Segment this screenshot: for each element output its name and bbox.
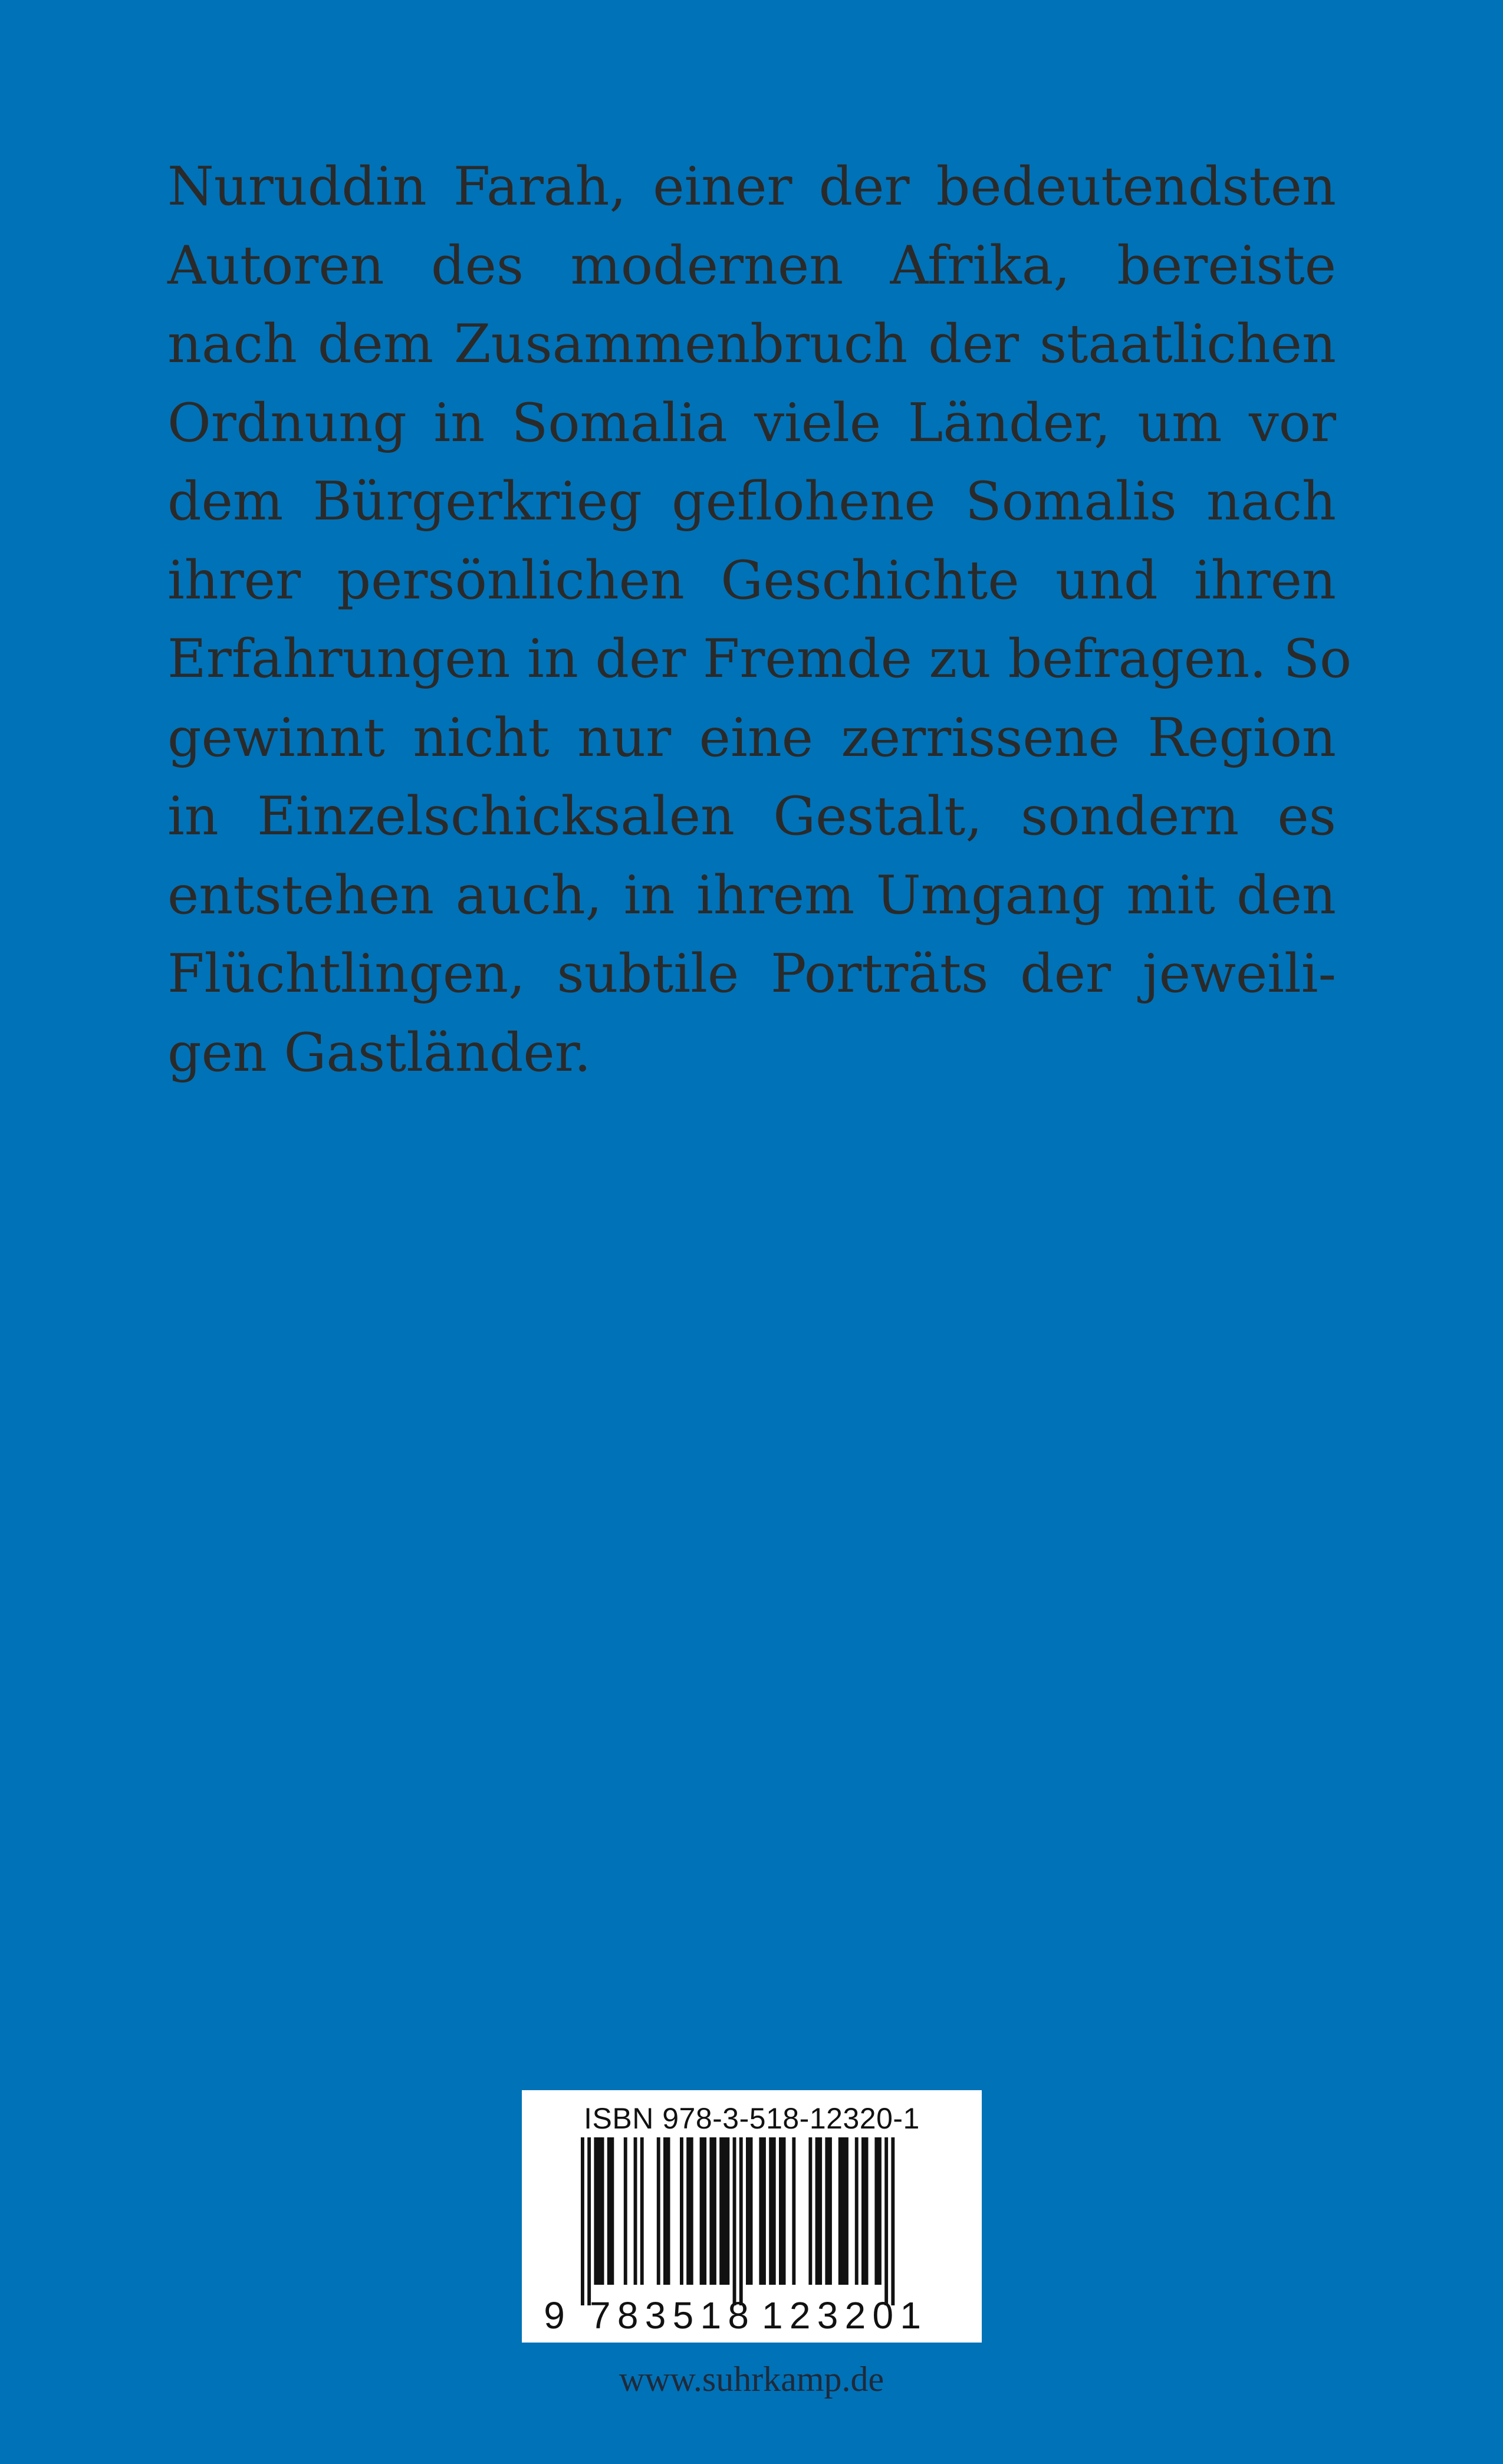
barcode-bar <box>700 2137 703 2285</box>
barcode-bar <box>772 2137 776 2285</box>
isbn-barcode-box <box>522 2090 982 2343</box>
blurb-line: Erfahrungen in der Fremde zu befragen. So <box>167 628 1352 690</box>
barcode-bar <box>762 2137 766 2285</box>
barcode-bar <box>686 2137 690 2285</box>
barcode-bar <box>746 2137 749 2285</box>
blurb-text <box>167 147 1352 1092</box>
barcode-bar <box>825 2137 828 2285</box>
barcode-bar <box>792 2137 795 2285</box>
ean13-barcode <box>522 2090 982 2343</box>
barcode-bar <box>634 2137 637 2285</box>
barcode-bar <box>878 2137 882 2285</box>
barcode-bar <box>815 2137 819 2285</box>
barcode-guard-bar <box>733 2137 736 2305</box>
barcode-bar <box>657 2137 660 2285</box>
barcode-bar <box>865 2137 869 2285</box>
barcode-bar <box>703 2137 706 2285</box>
barcode-bar <box>861 2137 865 2285</box>
barcode-bar <box>667 2137 670 2285</box>
isbn-label: ISBN 978-3-518-12320-1 <box>584 2102 920 2135</box>
blurb-line: Nuruddin Farah, einer der bedeutendsten <box>167 156 1336 218</box>
barcode-bar <box>726 2137 729 2285</box>
barcode-bar <box>690 2137 693 2285</box>
barcode-bar <box>845 2137 848 2285</box>
barcode-bar <box>759 2137 762 2285</box>
barcode-guard-bar <box>891 2137 894 2305</box>
barcode-digits-left: 783518 <box>590 2294 749 2337</box>
blurb-line: nach dem Zusammenbruch der staatlichen <box>167 313 1336 375</box>
barcode-guard-bar <box>581 2137 584 2305</box>
barcode-guard-bar <box>739 2137 743 2305</box>
barcode-bar <box>808 2137 812 2285</box>
blurb-line: gen Gastländer. <box>167 1021 591 1084</box>
blurb-line: ihrer persönlichen Geschichte und ihren <box>167 549 1336 611</box>
barcode-bar <box>723 2137 726 2285</box>
blurb-line: dem Bürgerkrieg geflohene Somalis nach <box>167 471 1336 532</box>
barcode-guard-bar <box>587 2137 591 2305</box>
barcode-bar <box>597 2137 601 2285</box>
barcode-bar <box>769 2137 772 2285</box>
barcode-bars <box>581 2137 894 2305</box>
blurb-line: in Einzelschicksalen Gestalt, sondern es <box>167 785 1336 847</box>
barcode-bar <box>594 2137 597 2285</box>
barcode-bar <box>601 2137 604 2285</box>
barcode-guard-bar <box>884 2137 888 2305</box>
barcode-bar <box>640 2137 644 2285</box>
barcode-bar <box>624 2137 627 2285</box>
barcode-digits-right: 123201 <box>762 2294 921 2337</box>
barcode-bar <box>709 2137 713 2285</box>
blurb-line: gewinnt nicht nur eine zerrissene Region <box>167 706 1336 769</box>
barcode-bar <box>855 2137 859 2285</box>
barcode-bar <box>607 2137 611 2285</box>
barcode-bar <box>749 2137 753 2285</box>
barcode-bar <box>818 2137 822 2285</box>
barcode-bar <box>680 2137 683 2285</box>
barcode-bar <box>713 2137 716 2285</box>
publisher-website: www.suhrkamp.de <box>619 2360 884 2399</box>
blurb-line: Autoren des modernen Afrika, bereiste <box>167 234 1336 297</box>
barcode-bar <box>874 2137 878 2285</box>
barcode-bar <box>782 2137 786 2285</box>
blurb-line: Ordnung in Somalia viele Länder, um vor <box>167 392 1336 454</box>
barcode-bar <box>779 2137 782 2285</box>
barcode-bar <box>838 2137 842 2285</box>
barcode-digit-first: 9 <box>544 2294 565 2337</box>
barcode-bar <box>610 2137 614 2285</box>
barcode-bar <box>841 2137 845 2285</box>
barcode-bar <box>663 2137 667 2285</box>
barcode-bar <box>719 2137 723 2285</box>
blurb-line: entstehen auch, in ihrem Umgang mit den <box>167 864 1336 926</box>
blurb-line: Flüchtlingen, subtile Porträts der jeweili- <box>167 943 1336 1005</box>
barcode-bar <box>828 2137 832 2285</box>
